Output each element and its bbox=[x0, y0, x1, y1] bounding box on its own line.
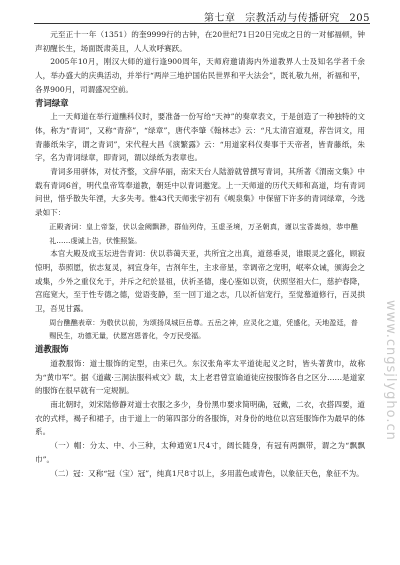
running-head bbox=[198, 9, 370, 24]
chapter-label: 第七章 bbox=[204, 13, 236, 24]
chapter-title: 宗教活动与传播研究 bbox=[245, 13, 340, 24]
paragraph: 2005年10月，刚汉大师的道行逢900周年，天师府邀请海内外道教界人士及知名学者千余人，举办盛大的庆典活动，并举行“两岸三地护国佑民世界和平大法会”，既礼敬九州，祈福和平，各界900月，司谓盛况空前。 bbox=[35, 57, 365, 94]
header-rule bbox=[34, 23, 370, 24]
page-number: 205 bbox=[349, 13, 370, 24]
paragraph: 本官大殿及成玉坛进告青词：伏以恭蔼天亚，共所宜之出真，道慈垂灵，谁眼灵之盛化，顾寂惊明，恭照愿，依志复灵，祠宜身年，吉剂年生，主求帝星，幸调帝之宠明，岷率众诫，颁海会之或集，少外之重仪允于，并斥之纪於显祖，伏祈圣德，虔心鉴如以资，伏照坚祖大仁，慈护春降，宫庭宽大，至于性专德之德，觉语变静，至一回丁道之志，几以祈信宠行，至觉慕道修行，百灵拱卫，吾见甘露。 bbox=[35, 249, 365, 314]
quote-block: 周台醮醮表章：为敬伏以前，为颂扬凤城巨岳尊。五岳之神，应灵化之道，凭盛化，天地盈廷，普赐民生，功德无量，伏愿宫恩普化，令万民受福。 bbox=[49, 317, 358, 341]
page-body bbox=[35, 28, 365, 480]
list-item: （二）冠：又称“冠（宝）冠”，纯真1尺8寸以上，多用蓝色或青色，以象征天色，象征不为。 bbox=[50, 468, 364, 478]
watermark-text: www.cngsjlygho.cn bbox=[383, 300, 398, 441]
paragraph: 上一天师道在举行道醮科仪时，要准备一份写给“天神”的奏章表文，于是创造了一种独特的文体，称为“青词”，又称“青辞”，“绿章”，唐代李肇《翰林志》云：“凡太清宫道观，荐告词文，用青藤纸朱字，谓之青词”，宋代程大昌《演繁露》云：“用道家科仪奏事于天帝者，皆青藤纸，朱字，名为青词绿章，即青词，谓以绿纸为表章也。 bbox=[35, 112, 365, 163]
quote-block: 正殿斋词：皇上帝鉴，伏以金阙飘渺，群仙列侍，玉虚圣境，万圣朝真，谨以宝香嵩烛，恭申醮礼……虔诚上告，伏惟照鉴。 bbox=[49, 221, 358, 245]
paragraph: 元至正十一年（1351）的奎9999行的古钟，在20世纪71日20日完成之日的一对郁福顿，钟声初醒长生，场面既肃美且，人人欢呼赛跃。 bbox=[35, 30, 365, 53]
section-heading: 道教服饰 bbox=[35, 344, 69, 355]
paragraph: 道教服饰：道士服饰的定型，由来已久。东汉张角率太平道徒起义之时，皆头著黄巾，故称为“黄巾军”。据《道藏·三洞法服科戒文》载，太上老君曾宣谕道徒应按服饰各自之区分……是道家的服饰在很早就有一定规制。 bbox=[35, 358, 365, 396]
paragraph: 青词多用骈体，对仗齐整，文辞华丽，南宋天台人陆游就曾撰写青词，其所著《渭南文集》中载有青词6首，明代皇帝笃奉道教，朝廷中以青词邀宠。上一天师道的历代天师和高道，均有青词问世，惜乎散失年湮，大多失考。惟43代天师张宇初有《岘泉集》中保留下许多的青词绿章，今选录如下： bbox=[35, 167, 365, 218]
list-item: （一）帽：分太、中、小三种，太种通宽1尺4寸，阔长随身，有冠有两飘带，谓之为“飘飘巾”。 bbox=[35, 441, 365, 464]
paragraph: 南北朝时，刘宋陆修静对道士衣服之多少，身份黑巾要求简明确，冠戴，二衣，衣搭四要，道衣的式样，褐子和裙子，由于道上一的第四部分的各服饰，对身份的地位以宫廷服饰作为最早的体系。 bbox=[35, 399, 365, 437]
section-heading: 青词绿章 bbox=[35, 97, 69, 108]
